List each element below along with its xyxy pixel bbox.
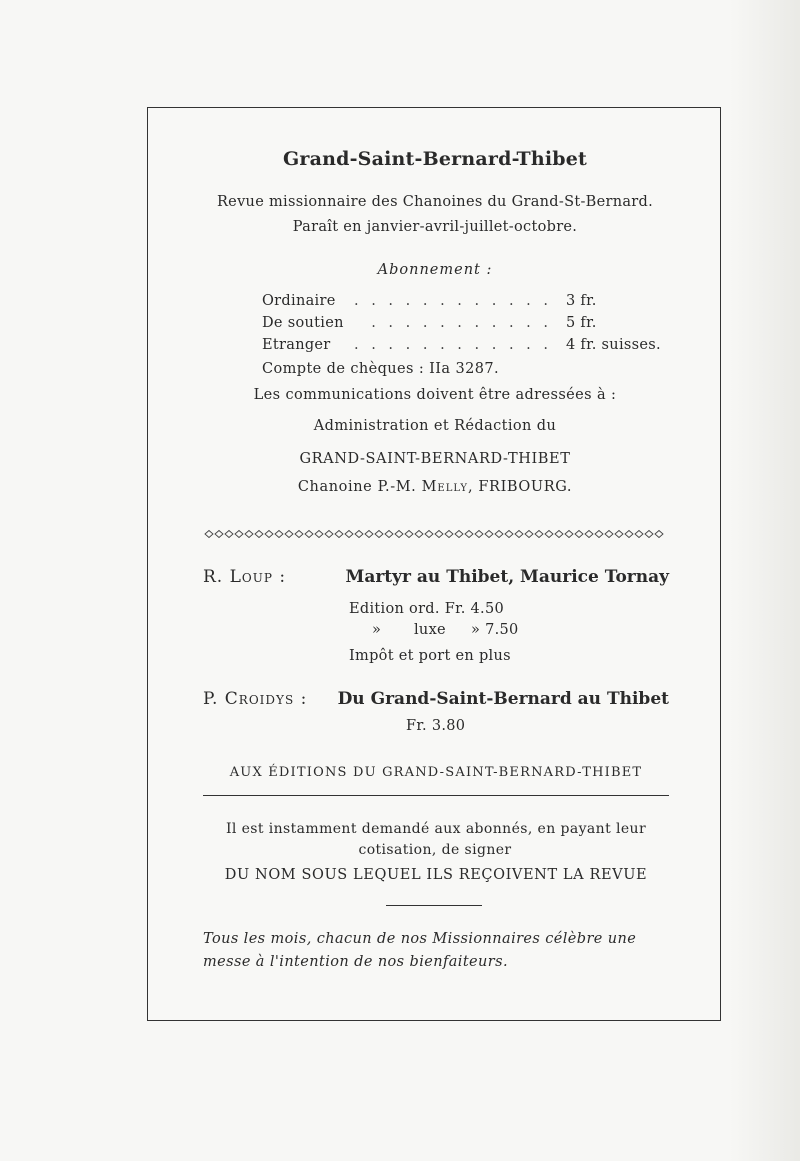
price-label: Ordinaire <box>262 293 336 309</box>
price-row-ordinaire <box>148 293 722 313</box>
ornament-diamond <box>455 531 463 538</box>
book-loup <box>203 567 669 591</box>
ornament-diamond <box>365 531 373 538</box>
ornament-diamond <box>215 531 223 538</box>
ornament-diamond <box>375 531 383 538</box>
price-label: Etranger <box>262 337 331 353</box>
ornament-diamond <box>645 531 653 538</box>
leader-dots: . . . . . . . . . . . . <box>353 293 552 309</box>
notice-emphasis: DU NOM SOUS LEQUEL ILS REÇOIVENT LA REVUE <box>224 867 648 883</box>
ornament-diamond <box>565 531 573 538</box>
book-author: P. Croidys : <box>203 689 308 709</box>
page-frame <box>147 107 721 1021</box>
ornament-diamond <box>345 531 353 538</box>
contact-city: , FRIBOURG. <box>467 479 573 495</box>
ornament-diamond <box>225 531 233 538</box>
closing-line-1: Tous les mois, chacun de nos Missionnaires célèbre une <box>203 931 637 947</box>
contact-intro: Les communications doivent être adressées à : <box>253 387 617 403</box>
publication-schedule: Paraît en janvier-avril-juillet-octobre. <box>292 219 578 235</box>
price-label: De soutien <box>262 315 344 331</box>
book-price: Fr. 3.80 <box>406 718 466 734</box>
ornament-diamond <box>515 531 523 538</box>
ditto-mark: » <box>372 622 382 638</box>
contact-person <box>148 479 722 495</box>
book-title: Martyr au Thibet, Maurice Tornay <box>345 567 669 587</box>
leader-dots: . . . . . . . . . . . . <box>353 337 552 353</box>
ornament-diamond <box>325 531 333 538</box>
price-row-soutien <box>148 315 722 335</box>
ornament-diamond <box>535 531 543 538</box>
ornament-diamond <box>305 531 313 538</box>
ornament-diamond <box>505 531 513 538</box>
ornament-diamond <box>585 531 593 538</box>
ornament-diamond <box>255 531 263 538</box>
ornament-diamond <box>615 531 623 538</box>
contact-publication: GRAND-SAINT-BERNARD-THIBET <box>299 451 571 467</box>
ornament-diamond <box>435 531 443 538</box>
ornament-diamond <box>425 531 433 538</box>
book-title: Du Grand-Saint-Bernard au Thibet <box>337 689 669 709</box>
ornament-diamond <box>335 531 343 538</box>
ornament-diamond <box>245 531 253 538</box>
ornament-diamond <box>355 531 363 538</box>
magazine-title: Grand-Saint-Bernard-Thibet <box>282 148 588 170</box>
edition-price: » 7.50 <box>471 622 519 638</box>
ornament-diamond <box>315 531 323 538</box>
cheque-account: Compte de chèques : IIa 3287. <box>262 361 499 377</box>
price-value: 4 fr. suisses. <box>566 337 661 353</box>
ornament-diamond <box>385 531 393 538</box>
ornament-diamond <box>445 531 453 538</box>
notice-line-2: cotisation, de signer <box>358 842 512 858</box>
divider-rule <box>203 795 669 796</box>
ornament-diamond <box>235 531 243 538</box>
edition-type: luxe <box>414 622 446 638</box>
ornament-divider <box>203 528 669 540</box>
ornament-diamond <box>205 531 213 538</box>
book-tax-note: Impôt et port en plus <box>349 648 511 664</box>
ornament-diamond <box>395 531 403 538</box>
ornament-diamond <box>575 531 583 538</box>
ornament-diamond <box>635 531 643 538</box>
closing-line-2: messe à l'intention de nos bienfaiteurs. <box>203 954 508 970</box>
ornament-diamond <box>625 531 633 538</box>
contact-prefix: Chanoine P.-M. <box>297 479 422 495</box>
ornament-diamond <box>465 531 473 538</box>
contact-admin: Administration et Rédaction du <box>313 418 557 434</box>
ornament-diamond <box>405 531 413 538</box>
magazine-description: Revue missionnaire des Chanoines du Grand-St-Bernard. <box>216 194 654 210</box>
ornament-diamond <box>295 531 303 538</box>
price-value: 5 fr. <box>566 315 597 331</box>
ornament-diamond <box>605 531 613 538</box>
ornament-diamond <box>265 531 273 538</box>
ornament-diamond <box>475 531 483 538</box>
ornament-diamond <box>545 531 553 538</box>
book-edition-luxe <box>148 622 722 642</box>
ornament-diamond <box>595 531 603 538</box>
ornament-diamond <box>415 531 423 538</box>
book-author: R. Loup : <box>203 567 287 587</box>
price-value: 3 fr. <box>566 293 597 309</box>
ornament-diamond <box>525 531 533 538</box>
leader-dots: . . . . . . . . . . . <box>371 315 552 331</box>
ornament-diamond <box>275 531 283 538</box>
price-row-etranger <box>148 337 722 357</box>
book-edition-ordinary: Edition ord. Fr. 4.50 <box>349 601 505 617</box>
page-edge-shadow <box>730 0 800 1161</box>
ornament-diamond <box>285 531 293 538</box>
notice-line-1: Il est instamment demandé aux abonnés, en payant leur <box>225 821 647 837</box>
ornament-diamond <box>495 531 503 538</box>
book-croidys <box>203 689 669 713</box>
ornament-diamond <box>485 531 493 538</box>
subscription-heading: Abonnement : <box>377 262 493 278</box>
ornament-diamond <box>555 531 563 538</box>
short-rule <box>386 905 482 906</box>
contact-surname: Melly <box>421 479 468 495</box>
publisher-line: AUX ÉDITIONS DU GRAND-SAINT-BERNARD-THIBET <box>229 765 643 780</box>
ornament-diamond <box>655 531 663 538</box>
